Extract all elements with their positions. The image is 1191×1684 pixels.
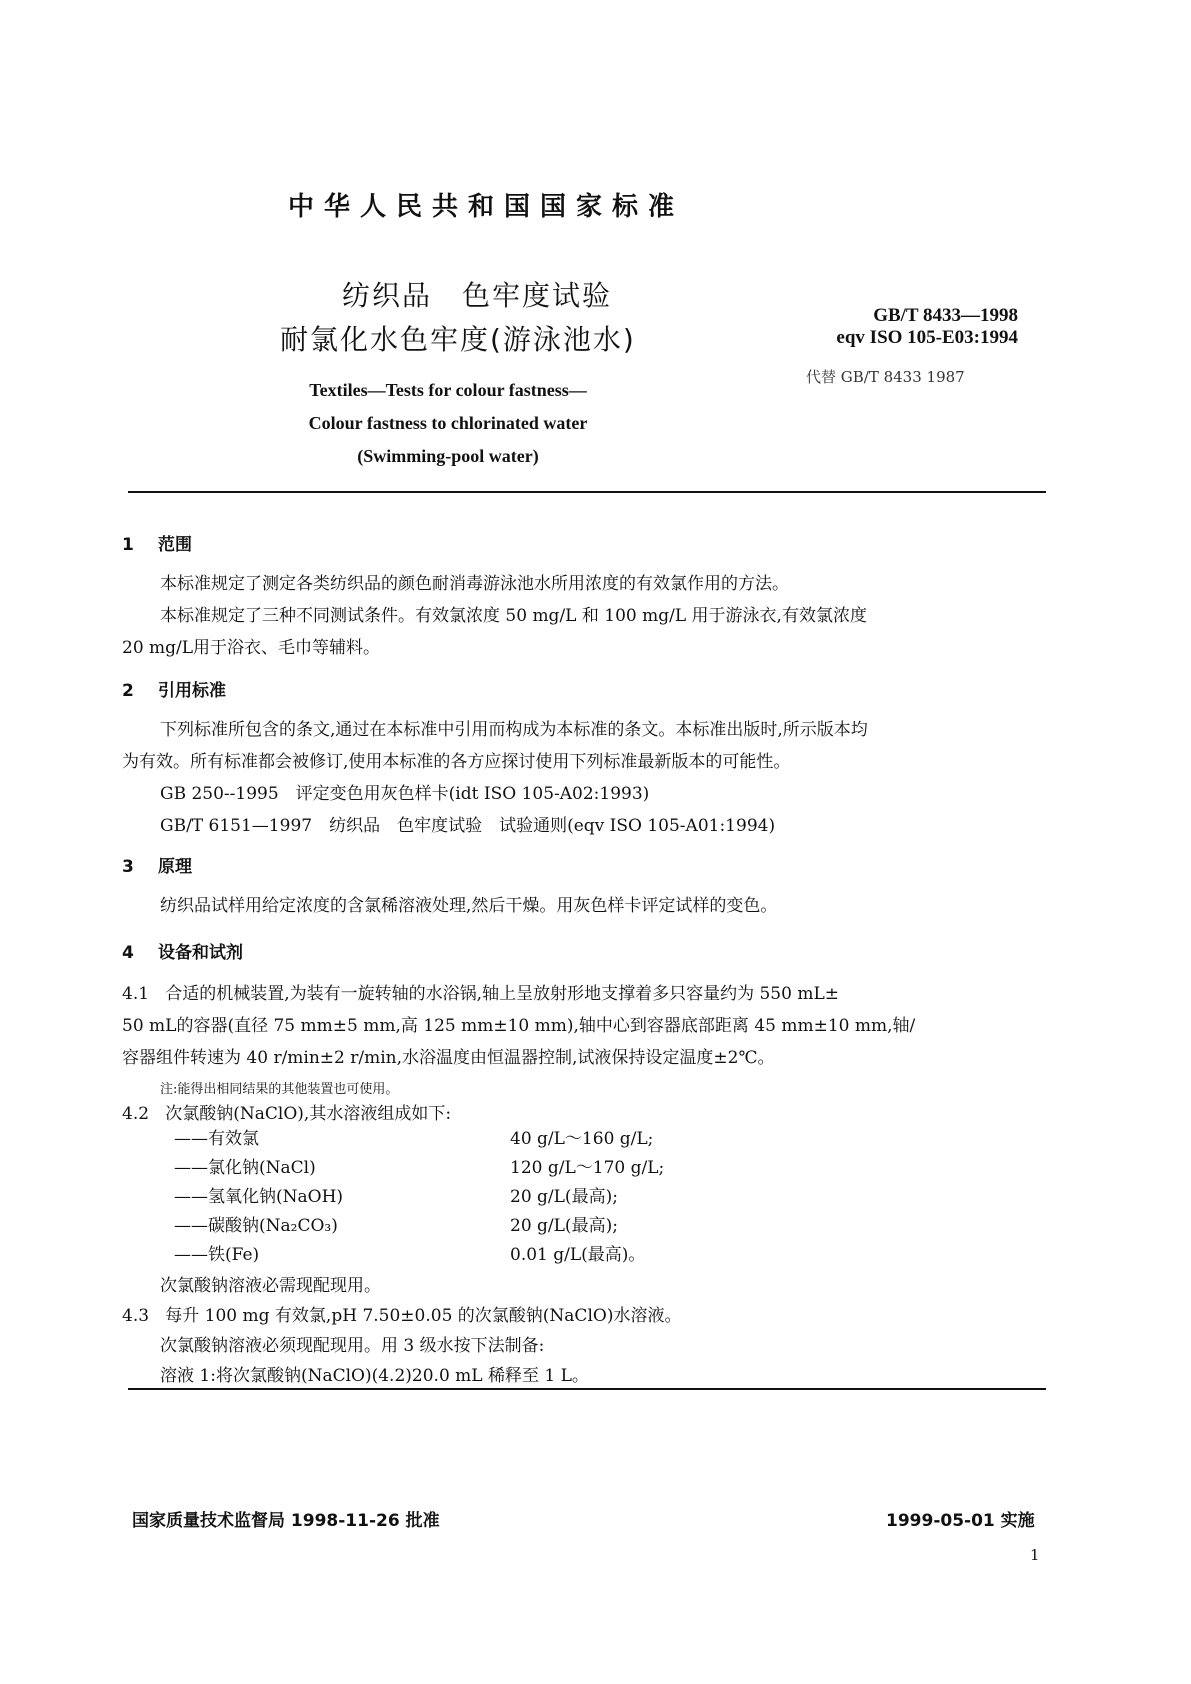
header-divider xyxy=(128,491,1046,493)
standard-code: GB/T 8433—1998 xyxy=(873,305,1018,326)
clause-text: 合适的机械装置,为装有一旋转轴的水浴锅,轴上呈放射形地支撑着多只容量约为 550 mL± xyxy=(165,984,839,1004)
title-cn-line2: 耐氯化水色牢度(游泳池水) xyxy=(280,323,636,356)
title-en-line2: Colour fastness to chlorinated water xyxy=(308,413,588,433)
paragraph: 为有效。所有标准都会被修订,使用本标准的各方应探讨使用下列标准最新版本的可能性。 xyxy=(122,752,791,772)
composition-item xyxy=(174,1124,654,1149)
clause-4-3 xyxy=(122,1300,681,1332)
clause-4-2 xyxy=(122,1098,451,1130)
paragraph: 20 mg/L用于浴衣、毛巾等辅料。 xyxy=(122,638,381,658)
paragraph: 容器组件转速为 40 r/min±2 r/min,水浴温度由恒温器控制,试液保持设定温度±2℃。 xyxy=(122,1048,775,1068)
clause-text: 次氯酸钠(NaClO),其水溶液组成如下: xyxy=(165,1104,452,1124)
section-title: 范围 xyxy=(158,535,192,555)
section-number: 3 xyxy=(122,857,134,877)
clause-number: 4.3 xyxy=(122,1306,150,1326)
paragraph: 50 mL的容器(直径 75 mm±5 mm,高 125 mm±10 mm),轴中心到容器底部距离 45 mm±10 mm,轴/ xyxy=(122,1016,916,1036)
section-title: 原理 xyxy=(158,857,192,877)
national-standard-heading: 中华人民共和国国家标准 xyxy=(288,192,685,222)
section-number: 4 xyxy=(122,943,134,963)
component-name: ——铁(Fe) xyxy=(174,1245,260,1265)
section-title: 设备和试剂 xyxy=(158,943,243,963)
component-name: ——氯化钠(NaCl) xyxy=(174,1158,316,1178)
component-value: 0.01 g/L(最高)。 xyxy=(510,1245,646,1265)
paragraph: 本标准规定了测定各类纺织品的颜色耐消毒游泳池水所用浓度的有效氯作用的方法。 xyxy=(160,574,789,594)
section-number: 1 xyxy=(122,535,134,555)
component-value: 20 g/L(最高); xyxy=(510,1187,618,1207)
section-number: 2 xyxy=(122,681,134,701)
title-en-line3: (Swimming-pool water) xyxy=(357,446,539,466)
section-4-heading xyxy=(122,938,243,963)
composition-item xyxy=(174,1211,618,1236)
page-number: 1 xyxy=(1030,1546,1040,1564)
section-2-heading xyxy=(122,676,226,701)
component-name: ——有效氯 xyxy=(174,1129,259,1149)
title-cn-line1: 纺织品 色牢度试验 xyxy=(342,279,613,312)
composition-item xyxy=(174,1240,646,1265)
composition-item xyxy=(174,1153,665,1178)
paragraph: 下列标准所包含的条文,通过在本标准中引用而构成为本标准的条文。本标准出版时,所示版本均 xyxy=(160,720,868,740)
replaces-note: 代替 GB/T 8433 1987 xyxy=(806,368,965,386)
standard-codes xyxy=(790,305,1018,349)
paragraph: 次氯酸钠溶液必须现配现用。用 3 级水按下法制备: xyxy=(160,1336,545,1356)
paragraph: 溶液 1:将次氯酸钠(NaClO)(4.2)20.0 mL 稀释至 1 L。 xyxy=(160,1366,589,1386)
section-title: 引用标准 xyxy=(158,681,226,701)
paragraph: 本标准规定了三种不同测试条件。有效氯浓度 50 mg/L 和 100 mg/L 用于游泳衣,有效氯浓度 xyxy=(160,606,867,626)
footer-divider xyxy=(128,1388,1046,1390)
component-name: ——氢氧化钠(NaOH) xyxy=(174,1187,344,1207)
component-value: 120 g/L～170 g/L; xyxy=(510,1158,665,1178)
section-1-heading xyxy=(122,530,192,555)
approval-info: 国家质量技术监督局 1998-11-26 批准 xyxy=(132,1511,440,1531)
reference-item: GB/T 6151—1997 纺织品 色牢度试验 试验通则(eqv ISO 105-A01:1994) xyxy=(160,816,776,836)
component-value: 20 g/L(最高); xyxy=(510,1216,618,1236)
clause-number: 4.2 xyxy=(122,1104,150,1124)
effective-date: 1999-05-01 实施 xyxy=(886,1511,1035,1531)
paragraph: 纺织品试样用给定浓度的含氯稀溶液处理,然后干燥。用灰色样卡评定试样的变色。 xyxy=(160,896,778,916)
title-en-line1: Textiles—Tests for colour fastness— xyxy=(309,380,587,400)
reference-item: GB 250--1995 评定变色用灰色样卡(idt ISO 105-A02:1993) xyxy=(160,784,650,804)
paragraph: 次氯酸钠溶液必需现配现用。 xyxy=(160,1276,381,1296)
clause-4-1 xyxy=(122,978,839,1010)
component-name: ——碳酸钠(Na₂CO₃) xyxy=(174,1216,338,1236)
composition-item xyxy=(174,1182,618,1207)
component-value: 40 g/L～160 g/L; xyxy=(510,1129,654,1149)
clause-text: 每升 100 mg 有效氯,pH 7.50±0.05 的次氯酸钠(NaClO)水溶液。 xyxy=(165,1306,682,1326)
iso-equivalence: eqv ISO 105-E03:1994 xyxy=(836,327,1018,348)
clause-number: 4.1 xyxy=(122,984,150,1004)
note: 注:能得出相同结果的其他装置也可使用。 xyxy=(160,1082,399,1097)
section-3-heading xyxy=(122,852,192,877)
